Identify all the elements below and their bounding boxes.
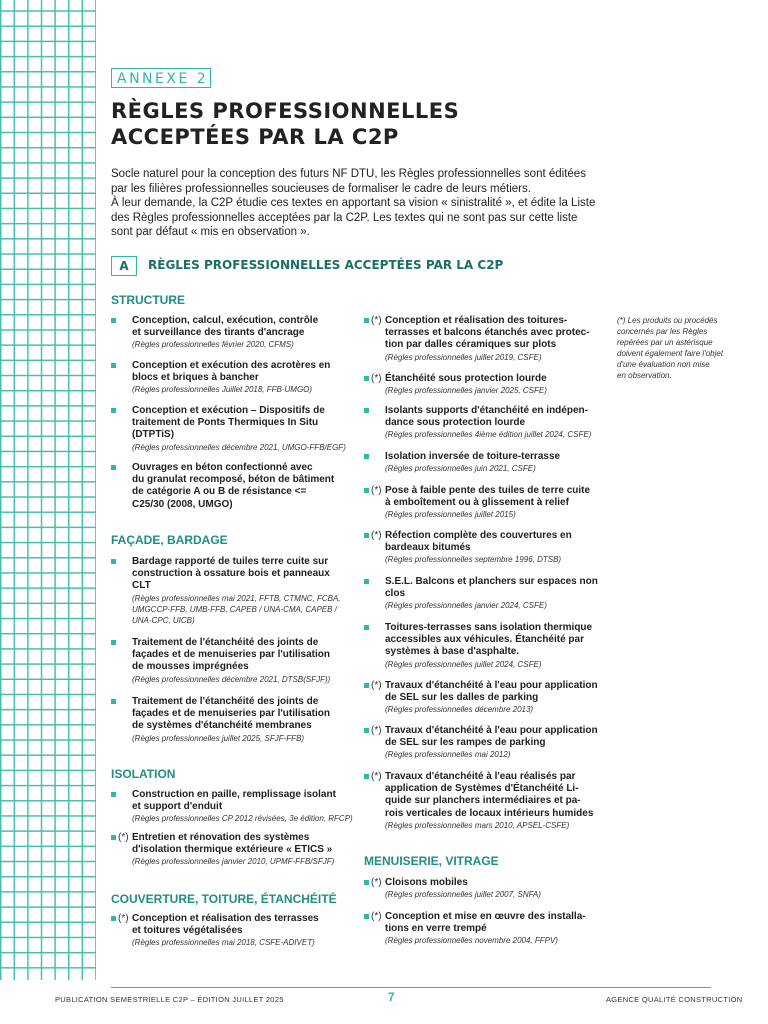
square-bullet-icon — [364, 408, 369, 413]
list-item-s4 — [111, 462, 349, 511]
item-reference — [132, 856, 349, 867]
square-bullet-icon — [364, 376, 369, 381]
item-reference — [132, 339, 349, 350]
square-bullet-icon — [111, 792, 116, 797]
item-title-line: Entretien et rénovation des systèmes — [132, 832, 310, 843]
item-title-line: (DTPTiS) — [132, 429, 175, 441]
square-bullet-icon — [364, 454, 369, 459]
item-reference-line: (Règles professionnelles 4ième édition juillet 2024, CSFE) — [385, 430, 592, 440]
item-reference-line: (Règles professionnelles juillet 2007, SNFA) — [385, 890, 541, 900]
item-reference — [385, 889, 604, 900]
item-title-line: tion par dalles céramiques sur plots — [385, 339, 557, 351]
item-title — [385, 530, 604, 554]
category-facade: FAÇADE, BARDAGE — [111, 533, 228, 547]
list-item-r10 — [364, 725, 604, 760]
square-bullet-icon — [364, 683, 369, 688]
item-title — [385, 405, 604, 429]
item-title-line: Pose à faible pente des tuiles de terre cuite — [385, 485, 591, 496]
square-bullet-icon — [111, 363, 116, 368]
item-title-line: Bardage rapporté de tuiles terre cuite sur — [132, 556, 329, 567]
item-title-line: Isolants supports d'étanchéité en indépen- — [385, 405, 588, 416]
item-title-line: d'isolation thermique extérieure « ETICS » — [132, 844, 333, 856]
square-bullet-icon — [364, 579, 369, 584]
item-title-line: blocs et briques à bancher — [132, 372, 259, 384]
square-bullet-icon — [111, 699, 116, 704]
list-item-i1 — [111, 789, 353, 824]
asterisk-marker: (*) — [371, 771, 382, 782]
list-item-m1 — [364, 877, 604, 900]
list-item-r7 — [364, 576, 604, 611]
item-reference — [385, 600, 604, 611]
square-bullet-icon — [111, 559, 116, 564]
asterisk-marker: (*) — [371, 373, 382, 384]
item-reference — [385, 749, 604, 760]
item-title-line: construction à ossature bois et panneaux — [132, 568, 330, 580]
item-title — [132, 637, 349, 674]
square-bullet-icon — [111, 408, 116, 413]
intro-paragraph: Socle naturel pour la conception des futurs NF DTU, les Règles professionnelles sont éditées par les filières professionnelles soucieuses de formaliser le cadre de leurs métiers. À leur demande, la C2P étudie ces textes en apportant sa vision « sinistralité », et édite la Liste des Règles professionnelles acceptées par la C2P. Les textes qui ne sont pas sur cette liste sont par défaut « mis en observation ». — [111, 168, 596, 239]
item-reference-line: (Règles professionnelles juillet 2025, SFJF-FFB) — [132, 733, 305, 743]
square-bullet-icon — [111, 640, 116, 645]
list-item-s1 — [111, 315, 349, 350]
asterisk-marker: (*) — [371, 877, 382, 888]
item-reference — [132, 384, 349, 395]
square-bullet-icon — [364, 625, 369, 630]
footer-publication: PUBLICATION SEMESTRIELLE C2P – ÉDITION JUILLET 2025 — [55, 995, 284, 1004]
square-bullet-icon — [364, 533, 369, 538]
item-title-line: Conception et réalisation des toitures- — [385, 315, 568, 326]
item-reference-line: (Règles professionnelles décembre 2021, DTSB(SFJF)) — [132, 674, 331, 684]
item-reference — [385, 509, 604, 520]
item-reference-line: (Règles professionnelles janvier 2024, CSFE) — [385, 601, 547, 611]
section-header — [111, 256, 717, 276]
category-menuiserie: MENUISERIE, VITRAGE — [364, 854, 499, 868]
item-title-line: de SEL sur les rampes de parking — [385, 737, 546, 749]
item-title-line: traitement de Ponts Thermiques In Situ — [132, 417, 319, 429]
decorative-grid-pattern — [0, 0, 96, 980]
item-reference-line: (Règles professionnelles mai 2018, CSFE-ADIVET) — [132, 938, 315, 948]
list-item-r8 — [364, 622, 604, 670]
item-title-line: façades et de menuiseries par l'utilisation — [132, 708, 331, 720]
item-title-line: de SEL sur les dalles de parking — [385, 692, 539, 704]
item-title-line: dance sous protection lourde — [385, 417, 526, 429]
list-item-i2 — [111, 832, 349, 867]
item-reference — [385, 463, 604, 474]
item-title-line: Toitures-terrasses sans isolation thermique — [385, 622, 593, 633]
item-title — [385, 771, 604, 820]
item-reference-line: (Règles professionnelles décembre 2021, UMGO-FFB/EGF) — [132, 442, 346, 452]
list-item-c1 — [111, 913, 349, 948]
footer-agency: AGENCE QUALITÉ CONSTRUCTION — [606, 995, 743, 1004]
item-title-line: Conception et exécution des acrotères en — [132, 360, 331, 371]
item-reference — [385, 554, 604, 565]
asterisk-marker: (*) — [118, 832, 129, 843]
item-title-line: terrasses et balcons étanchés avec protec- — [385, 327, 590, 339]
item-title-line: quide sur planchers intermédiaires et pa- — [385, 795, 581, 807]
item-title — [385, 576, 604, 600]
item-reference — [385, 352, 604, 363]
item-title-line: application de Systèmes d'Étanchéité Li- — [385, 783, 579, 795]
list-item-s3 — [111, 405, 349, 453]
square-bullet-icon — [111, 835, 116, 840]
section-title: RÈGLES PROFESSIONNELLES ACCEPTÉES PAR LA C2P — [148, 258, 504, 272]
square-bullet-icon — [111, 916, 116, 921]
item-reference — [132, 813, 353, 824]
item-title-line: C25/30 (2008, UMGO) — [132, 498, 233, 510]
item-title — [132, 556, 349, 593]
list-item-r2 — [364, 373, 604, 396]
item-reference — [385, 659, 604, 670]
item-title-line: et toitures végétalisées — [132, 925, 243, 937]
page-number: 7 — [388, 990, 395, 1004]
item-title — [385, 680, 604, 704]
page-title: RÈGLES PROFESSIONNELLES ACCEPTÉES PAR LA C2P — [111, 99, 460, 149]
item-reference-line: (Règles professionnelles janvier 2010, UPMF-FFB/SFJF) — [132, 857, 335, 867]
item-reference — [385, 935, 604, 946]
item-title — [132, 315, 349, 339]
item-title-line: et surveillance des tirants d'ancrage — [132, 327, 305, 339]
item-title-line: Isolation inversée de toiture-terrasse — [385, 451, 561, 462]
item-title-line: Ouvrages en béton confectionné avec — [132, 462, 313, 473]
item-title-line: tions en verre trempé — [385, 923, 487, 935]
list-item-r5 — [364, 485, 604, 520]
item-title-line: systèmes à base d'asphalte. — [385, 646, 520, 658]
list-item-r1 — [364, 315, 604, 363]
section-letter: A — [111, 256, 137, 276]
item-title-line: du granulat recomposé, béton de bâtiment — [132, 474, 335, 486]
item-reference-line: (Règles professionnelles septembre 1996, DTSB) — [385, 555, 562, 565]
item-title-line: Conception et exécution – Dispositifs de — [132, 405, 325, 416]
item-reference-line: (Règles professionnelles juillet 2024, CSFE) — [385, 659, 542, 669]
square-bullet-icon — [364, 774, 369, 779]
item-title-line: Traitement de l'étanchéité des joints de — [132, 696, 319, 707]
item-reference — [385, 704, 604, 715]
item-reference — [385, 429, 604, 440]
item-title-line: Cloisons mobiles — [385, 877, 468, 888]
item-reference-line: (Règles professionnelles novembre 2004, FFPV) — [385, 936, 558, 946]
item-reference — [385, 820, 604, 831]
item-title-line: de mousses imprégnées — [132, 661, 249, 673]
item-reference — [132, 733, 349, 744]
annexe-label: ANNEXE 2 — [111, 68, 211, 88]
item-title — [385, 315, 604, 352]
item-title-line: clos — [385, 588, 406, 600]
item-title — [385, 451, 604, 463]
footer-divider — [111, 987, 711, 988]
item-reference-line: UMGCCP-FFB, UMB-FFB, CAPEB / UNA-CMA, CAPEB / — [132, 604, 337, 614]
item-reference-line: UNA-CPC, UICB) — [132, 615, 195, 625]
item-reference — [132, 937, 349, 948]
item-title — [385, 373, 604, 385]
asterisk-marker: (*) — [371, 485, 382, 496]
square-bullet-icon — [364, 318, 369, 323]
item-title — [385, 485, 604, 509]
item-title-line: S.E.L. Balcons et planchers sur espaces non — [385, 576, 598, 587]
item-reference — [132, 593, 349, 626]
category-isolation: ISOLATION — [111, 767, 176, 781]
item-title-line: Travaux d'étanchéité à l'eau pour application — [385, 725, 598, 736]
item-reference-line: (Règles professionnelles mai 2021, FFTB, CTMNC, FCBA, — [132, 593, 341, 603]
item-title-line: à emboîtement ou à glissement à relief — [385, 497, 569, 509]
item-title — [385, 622, 604, 659]
list-item-r9 — [364, 680, 604, 715]
asterisk-marker: (*) — [371, 725, 382, 736]
item-title — [132, 405, 349, 442]
list-item-r3 — [364, 405, 604, 440]
item-reference-line: (Règles professionnelles décembre 2013) — [385, 705, 534, 715]
item-reference-line: (Règles professionnelles Juillet 2018, FFB-UMGO) — [132, 385, 313, 395]
square-bullet-icon — [364, 728, 369, 733]
item-title — [132, 696, 349, 733]
item-title-line: de systèmes d'étanchéité membranes — [132, 720, 312, 732]
list-item-r4 — [364, 451, 604, 474]
square-bullet-icon — [111, 318, 116, 323]
item-reference-line: (Règles professionnelles juin 2021, CSFE) — [385, 464, 536, 474]
item-reference-line: (Règles professionnelles mars 2010, APSEL-CSFE) — [385, 820, 570, 830]
item-title-line: Réfection complète des couvertures en — [385, 530, 572, 541]
category-couverture: COUVERTURE, TOITURE, ÉTANCHÉITÉ — [111, 892, 337, 906]
list-item-f1 — [111, 556, 349, 626]
square-bullet-icon — [364, 914, 369, 919]
item-title-line: Travaux d'étanchéité à l'eau réalisés par — [385, 771, 576, 782]
item-title — [132, 832, 349, 856]
asterisk-marker: (*) — [371, 530, 382, 541]
item-title — [385, 877, 604, 889]
item-title — [132, 360, 349, 384]
item-reference-line: (Règles professionnelles juillet 2015) — [385, 510, 516, 520]
item-title — [385, 725, 604, 749]
item-title-line: Conception et mise en œuvre des installa- — [385, 911, 586, 922]
list-item-f2 — [111, 637, 349, 685]
list-item-f3 — [111, 696, 349, 744]
item-title-line: Traitement de l'étanchéité des joints de — [132, 637, 319, 648]
item-reference — [385, 385, 604, 396]
item-title-line: et support d'enduit — [132, 801, 223, 813]
asterisk-marker: (*) — [371, 315, 382, 326]
item-title-line: bardeaux bitumés — [385, 542, 471, 554]
item-reference-line: (Règles professionnelles février 2020, CFMS) — [132, 340, 294, 350]
asterisk-marker: (*) — [371, 680, 382, 691]
item-reference-line: (Règles professionnelles juillet 2019, CSFE) — [385, 352, 542, 362]
item-title — [132, 462, 349, 511]
item-reference-line: (Règles professionnelles CP 2012 révisées, 3e édition, RFCP) — [132, 814, 353, 824]
item-reference-line: (Règles professionnelles janvier 2025, CSFE) — [385, 386, 547, 396]
item-title — [132, 913, 349, 937]
list-item-r11 — [364, 771, 604, 831]
list-item-r6 — [364, 530, 604, 565]
item-title-line: Étanchéité sous protection lourde — [385, 373, 547, 384]
item-reference — [132, 674, 349, 685]
square-bullet-icon — [364, 488, 369, 493]
item-title — [132, 789, 349, 813]
square-bullet-icon — [111, 465, 116, 470]
item-title — [385, 911, 604, 935]
list-item-s2 — [111, 360, 349, 395]
item-reference — [132, 442, 349, 453]
list-item-m2 — [364, 911, 604, 946]
item-title-line: CLT — [132, 580, 151, 592]
item-title-line: façades et de menuiseries par l'utilisation — [132, 649, 331, 661]
item-title-line: de catégorie A ou B de résistance <= — [132, 486, 307, 498]
item-title-line: accessibles aux véhicules. Étanchéité par — [385, 634, 584, 646]
category-structure: STRUCTURE — [111, 293, 185, 307]
item-title-line: Construction en paille, remplissage isolant — [132, 789, 336, 800]
square-bullet-icon — [364, 880, 369, 885]
asterisk-marker: (*) — [371, 911, 382, 922]
item-title-line: Conception et réalisation des terrasses — [132, 913, 319, 924]
item-title-line: rois verticales de locaux intérieurs humides — [385, 807, 594, 819]
item-title-line: Conception, calcul, exécution, contrôle — [132, 315, 319, 326]
asterisk-marker: (*) — [118, 913, 129, 924]
asterisk-footnote: (*) Les produits ou procédés concernés par les Règles repérées par un astérisque doivent également faire l'objet d'une évaluation non mise en observation. — [617, 316, 724, 380]
item-reference-line: (Règles professionnelles mai 2012) — [385, 750, 511, 760]
item-title-line: Travaux d'étanchéité à l'eau pour application — [385, 680, 598, 691]
